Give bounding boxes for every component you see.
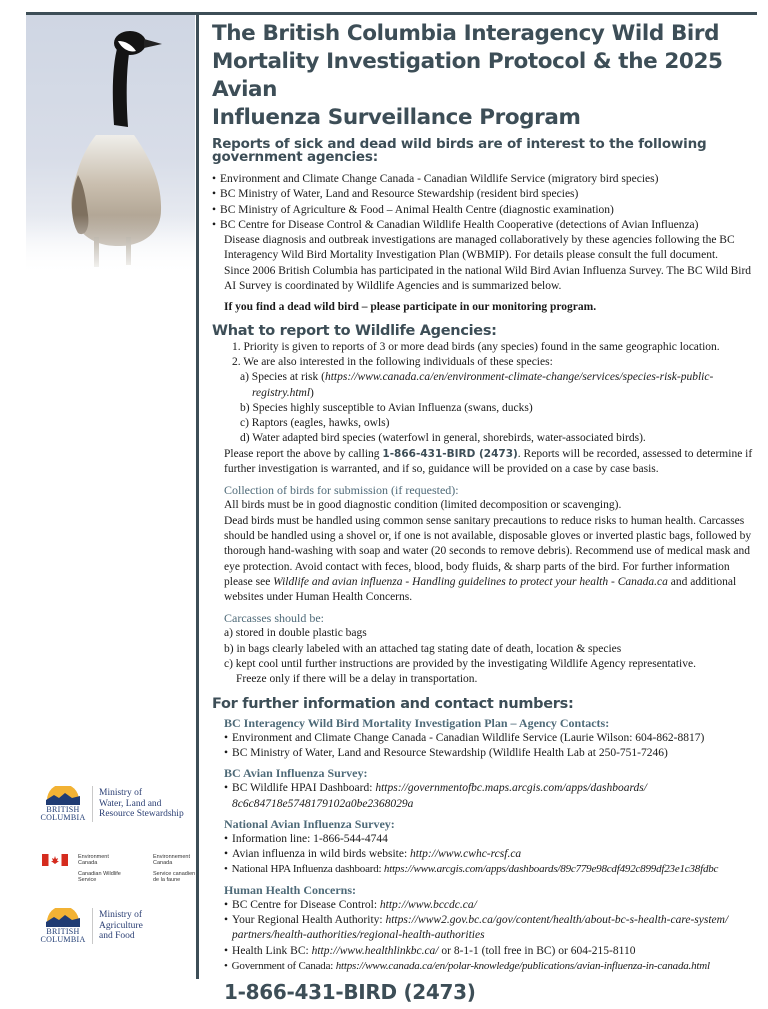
report-sub-c: c) Raptors (eagles, hawks, owls) — [240, 417, 390, 430]
page-title: The British Columbia Interagency Wild Bird Mortality Investigation Protocol & the 2025 Avian Influenza Surveillance Program — [212, 21, 723, 130]
national-survey-heading: National Avian Influenza Survey: — [224, 816, 395, 831]
report-sub-b: b) Species highly susceptible to Avian Influenza (swans, ducks) — [240, 401, 533, 414]
cws-name-en: Canadian Wildlife Service — [78, 871, 121, 883]
contacts-heading: For further information and contact numbers: — [212, 695, 574, 712]
list-item: • Avian influenza in wild birds website: http://www.cwhc-rcsf.ca — [224, 847, 758, 862]
bc-sun-mountains-icon — [44, 786, 82, 806]
report-heading: What to report to Wildlife Agencies: — [212, 322, 497, 339]
eccc-cws-logo — [42, 854, 213, 883]
collection-heading: Collection of birds for submission (if requested): — [224, 483, 459, 498]
bc-wlrs-logo — [40, 786, 184, 822]
list-item: • Information line: 1-866-544-4744 — [224, 832, 758, 847]
human-health-heading: Human Health Concerns: — [224, 882, 356, 897]
collection-condition: All birds must be in good diagnostic condition (limited decomposition or scavenging). — [224, 499, 622, 512]
report-item-2: 2. We are also interested in the following individuals of these species: — [232, 355, 553, 368]
logo-separator — [92, 786, 93, 822]
bc-logo — [40, 908, 86, 944]
intro-heading: Reports of sick and dead wild birds are of interest to the following government agencies: — [212, 136, 707, 165]
callout-text: If you find a dead wild bird – please participate in our monitoring program. — [224, 301, 597, 314]
bc-hpai-dashboard-link[interactable]: https://governmentofbc.maps.arcgis.com/apps/dashboards/ — [375, 782, 647, 795]
agri-ministry-name: Ministry of Agriculture and Food — [99, 910, 143, 942]
carcasses-heading: Carcasses should be: — [224, 611, 324, 626]
list-item: • BC Ministry of Water, Land and Resource Stewardship (Wildlife Health Lab at 250-751-7246) — [224, 746, 758, 761]
eccc-name-en: Environment Canada — [78, 854, 109, 866]
list-item: • Environment and Climate Change Canada - Canadian Wildlife Service (migratory bird species) — [212, 172, 758, 187]
list-item: • BC Ministry of Agriculture & Food – Animal Health Centre (diagnostic examination) — [212, 203, 758, 218]
human-health-list-continued — [212, 944, 758, 975]
carcass-item-a: a) stored in double plastic bags — [224, 627, 367, 640]
bc-logo — [40, 786, 86, 822]
report-sub-a: a) Species at risk (https://www.canada.ca/en/environment-climate-change/services/species-risk-public-registry.html) — [240, 371, 714, 399]
intro-paragraph-survey: Since 2006 British Columbia has participated in the national Wild Bird Avian Influenza Survey. The BC Wild Bird AI Survey is coordinated by Wildlife Agencies and is summarized below. — [224, 264, 752, 293]
list-item: • BC Centre for Disease Control: http://www.bccdc.ca/ — [224, 898, 758, 913]
cws-name-fr: Service canadien de la faune — [153, 871, 196, 883]
bc-wordmark: BRITISH COLUMBIA — [40, 805, 86, 822]
carcass-item-c: c) kept cool until further instructions are provided by the investigating Wildlife Agency representative. — [224, 658, 696, 671]
cwhc-website-link[interactable]: http://www.cwhc-rcsf.ca — [410, 848, 522, 861]
list-item: • BC Centre for Disease Control & Canadian Wildlife Health Cooperative (detections of Avian Influenza) — [212, 218, 758, 233]
intro-paragraph-wbmip: Disease diagnosis and outbreak investigations are managed collaboratively by these agencies following the BC Interagency Wild Bird Mortality Investigation Plan (WBMIP). For details please consult the full document. — [224, 234, 735, 262]
list-item: • Health Link BC: http://www.healthlinkbc.ca/ or 8-1-1 (toll free in BC) or 604-215-8110 — [224, 944, 758, 959]
wlrs-ministry-name: Ministry of Water, Land and Resource Stewardship — [99, 788, 184, 820]
bc-survey-list — [212, 781, 758, 796]
goose-illustration-icon — [26, 15, 195, 275]
wbmip-contacts-heading: BC Interagency Wild Bird Mortality Investigation Plan – Agency Contacts: — [224, 715, 610, 730]
canada-goose-photo — [26, 15, 195, 275]
species-at-risk-link[interactable]: https://www.canada.ca/en/environment-climate-change/services/species-risk-public-registry.html — [252, 371, 714, 399]
eccc-name-fr: Environnement Canada — [153, 854, 190, 866]
human-health-list — [212, 898, 758, 929]
list-item: • Your Regional Health Authority: https://www2.gov.bc.ca/gov/content/health/about-bc-s-health-care-system/ — [224, 913, 758, 928]
bc-sun-mountains-icon — [44, 908, 82, 928]
carcass-item-c-continued: Freeze only if there will be a delay in transportation. — [236, 673, 478, 686]
bc-survey-heading: BC Avian Influenza Survey: — [224, 766, 368, 781]
main-content — [212, 20, 758, 1004]
wbmip-contacts-list — [212, 731, 758, 762]
canada-flag-icon — [42, 854, 78, 868]
list-item: • Environment and Climate Change Canada - Canadian Wildlife Service (Laurie Wilson: 604-862-8817) — [224, 731, 758, 746]
column-divider — [196, 14, 199, 979]
bc-agriculture-logo — [40, 908, 143, 944]
report-call-instructions: Please report the above by calling 1-866-431-BIRD (2473). Reports will be recorded, assessed to determine if further investigation is warranted, and if so, guidance will be provided on a case by case basis. — [224, 447, 753, 476]
report-item-1: 1. Priority is given to reports of 3 or more dead birds (any species) found in the same geographic location. — [232, 340, 720, 353]
list-item: • Government of Canada: https://www.canada.ca/en/polar-knowledge/publications/avian-influenza-in-canada.html — [224, 959, 758, 974]
bccdc-link[interactable]: http://www.bccdc.ca/ — [379, 898, 477, 911]
agency-list — [212, 172, 758, 233]
regional-health-authority-link-continued[interactable]: partners/health-authorities/regional-health-authorities — [232, 929, 485, 942]
bird-hotline-footer[interactable]: 1-866-431-BIRD (2473) — [224, 980, 476, 1005]
regional-health-authority-link[interactable]: https://www2.gov.bc.ca/gov/content/health/about-bc-s-health-care-system/ — [385, 913, 729, 926]
list-item: • National HPA Influenza dashboard: https://www.arcgis.com/apps/dashboards/89c779e98cdf492c899df23e1c38fdbc — [224, 862, 758, 877]
collection-handling: Dead birds must be handled using common sense sanitary precautions to reduce risks to human health. Carcasses should be handled using a shovel or, if one is not available, disposable gloves or inverted plastic bags, followed by thorough hand-washing with soap and water (20 seconds to remove debris). Recommend use of medical mask and eye protection. Avoid contact with feces, blood, body fluids, & sharp parts of the bird. For further information please see Wildlife and avian influenza - Handling guidelines to protect your health - Canada.ca and additional websites under Human Health Concerns. — [224, 514, 752, 604]
national-survey-list — [212, 832, 758, 878]
report-sub-d: d) Water adapted bird species (waterfowl in general, shorebirds, water-associated birds). — [240, 432, 646, 445]
logo-separator — [92, 908, 93, 944]
national-hpai-dashboard-link[interactable]: https://www.arcgis.com/apps/dashboards/89c779e98cdf492c899df23e1c38fdbc — [383, 863, 719, 876]
healthlinkbc-link[interactable]: http://www.healthlinkbc.ca/ — [311, 944, 439, 957]
list-item: • BC Wildlife HPAI Dashboard: https://governmentofbc.maps.arcgis.com/apps/dashboards/ — [224, 781, 758, 796]
bc-hpai-dashboard-link-continued[interactable]: 8c6c84718e5748179102a0be2368029a — [232, 797, 414, 810]
carcass-item-b: b) in bags clearly labeled with an attached tag stating date of death, location & species — [224, 642, 622, 655]
bird-hotline-inline[interactable]: 1-866-431-BIRD (2473) — [382, 447, 518, 460]
handling-guidelines-link[interactable]: Wildlife and avian influenza - Handling guidelines to protect your health - Canada.ca — [273, 575, 668, 588]
bc-wordmark: BRITISH COLUMBIA — [40, 927, 86, 944]
government-of-canada-link[interactable]: https://www.canada.ca/en/polar-knowledge/publications/avian-influenza-in-canada.html — [335, 959, 710, 972]
list-item: • BC Ministry of Water, Land and Resource Stewardship (resident bird species) — [212, 187, 758, 202]
